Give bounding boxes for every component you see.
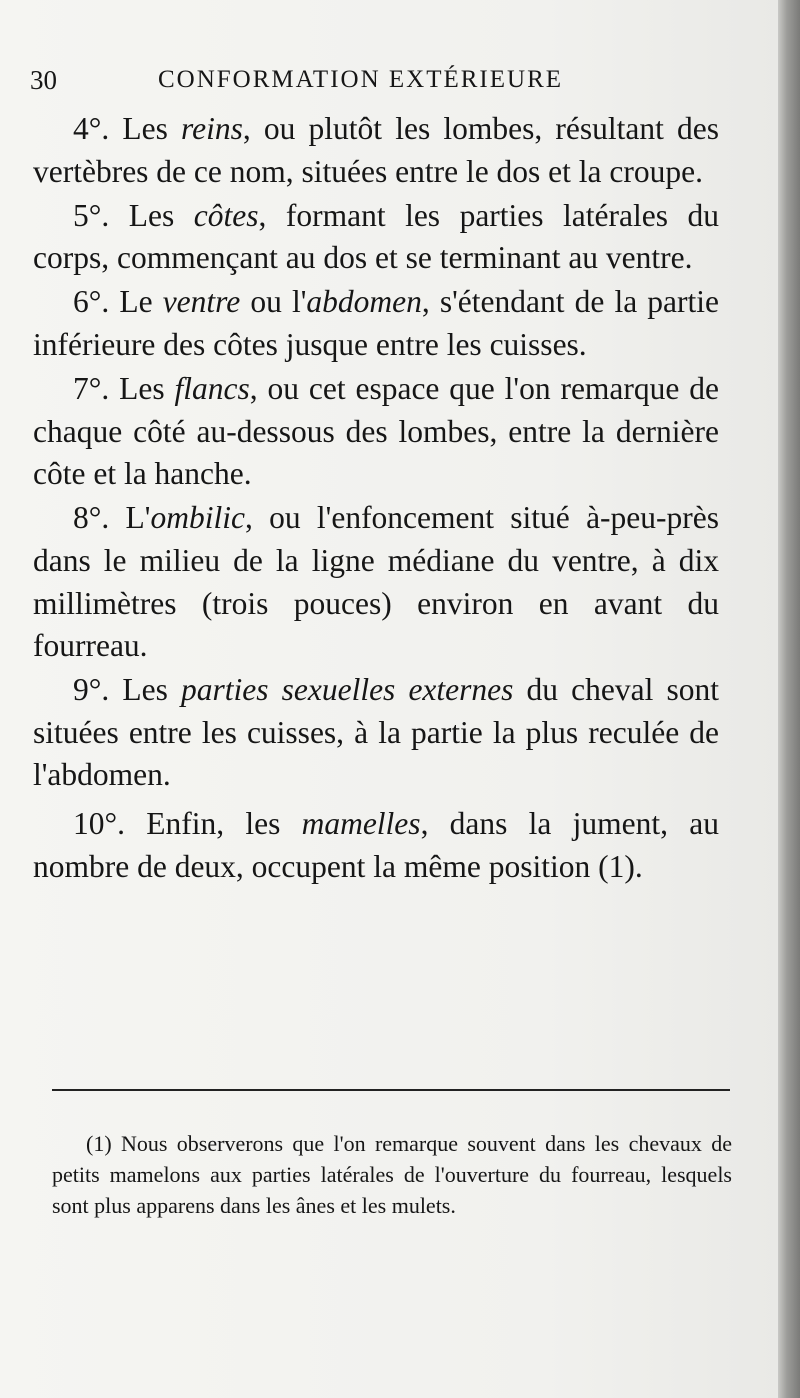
paragraph-4: 4°. Les reins, ou plutôt les lombes, résultant des vertèbres de ce nom, situées entre le dos et la croupe.: [33, 111, 719, 189]
paragraph-8: 8°. L'ombilic, ou l'enfoncement situé à-peu-près dans le milieu de la ligne médiane du ventre, à dix millimètres (trois pouces) environ en avant du fourreau.: [33, 500, 720, 664]
term-flancs: flancs: [174, 371, 250, 407]
page-edge-shadow: [778, 0, 800, 1398]
main-text: [33, 108, 719, 890]
term-ventre: ventre: [162, 284, 241, 320]
paragraph-10: 10°. Enfin, les mamelles, dans la jument, au nombre de deux, occupent la même position (1).: [33, 806, 719, 884]
page-number: 30: [30, 65, 57, 95]
term-mamelles: mamelles: [301, 806, 421, 841]
paragraph-9: 9°. Les parties sexuelles externes du cheval sont situées entre les cuisses, à la partie la plus reculée de l'abdomen.: [33, 672, 719, 793]
term-reins: reins: [181, 111, 243, 146]
term-cotes: côtes: [193, 197, 259, 233]
footnote-text: (1) Nous observerons que l'on remarque souvent dans les chevaux de petits mamelons aux parties latérales de l'ouverture du fourreau, lesquels sont plus apparens dans les ânes et les mulets.: [52, 1131, 732, 1218]
term-ombilic: ombilic: [150, 500, 245, 536]
term-parties-sexuelles: parties sexuelles externes: [180, 672, 514, 708]
term-abdomen: abdomen: [306, 284, 422, 320]
running-head: CONFORMATION EXTÉRIEURE: [158, 66, 564, 93]
footnote-divider: [52, 1089, 730, 1091]
paragraph-5: 5°. Les côtes, formant les parties latérales du corps, commençant au dos et se terminant au ventre.: [33, 197, 719, 276]
paragraph-6: 6°. Le ventre ou l'abdomen, s'étendant de la partie inférieure des côtes jusque entre les cuisses.: [33, 284, 719, 362]
paragraph-7: 7°. Les flancs, ou cet espace que l'on remarque de chaque côté au-dessous des lombes, entre la dernière côte et la hanche.: [33, 371, 719, 492]
footnote: [52, 1128, 732, 1221]
page-header: [30, 62, 590, 98]
